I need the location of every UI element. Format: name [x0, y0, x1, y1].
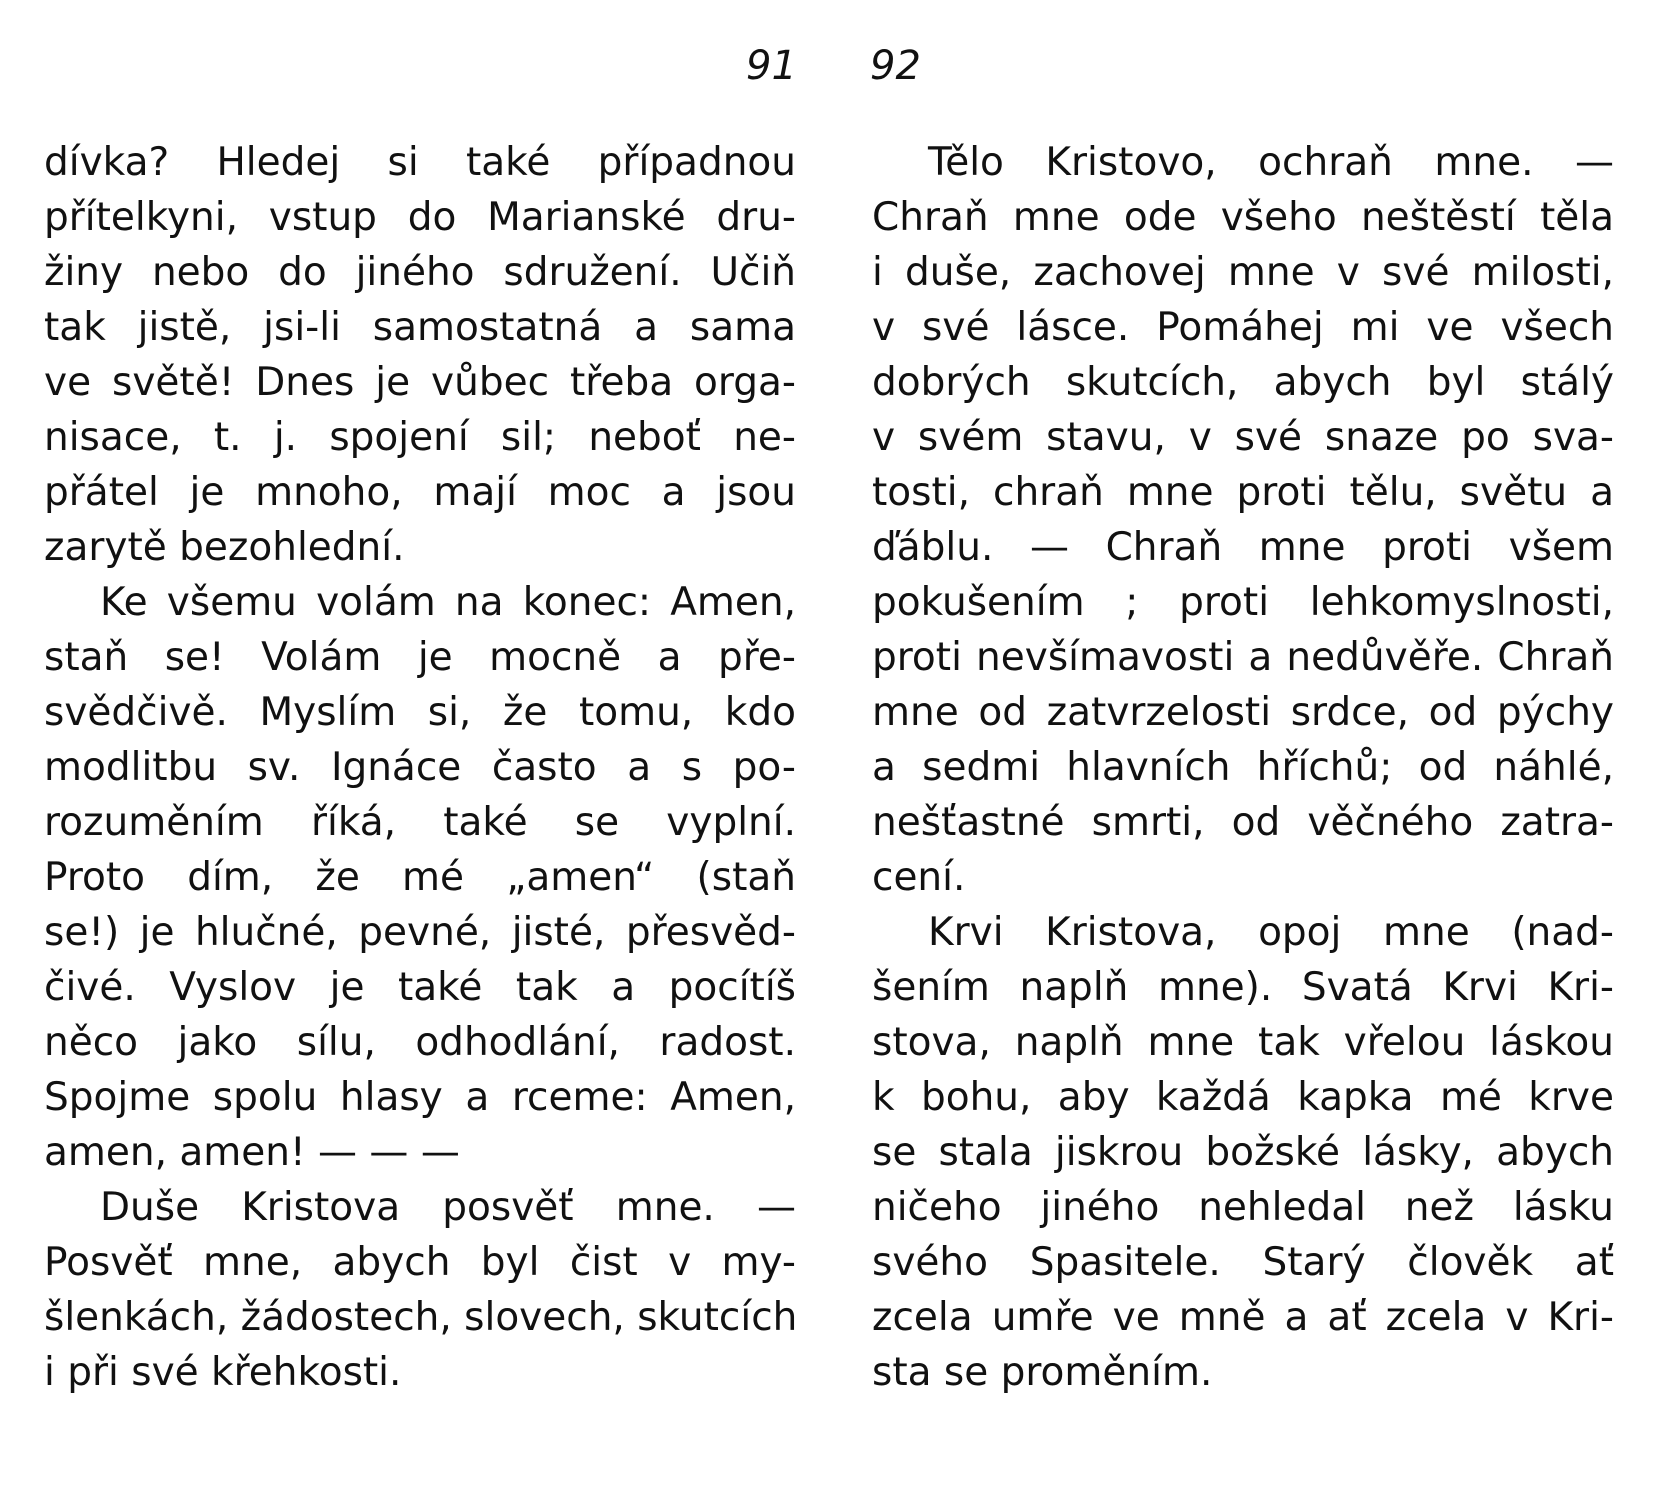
left-paragraph-3 — [44, 1180, 796, 1400]
text-line: Proto dím, že mé „amen“ (staň — [44, 855, 796, 900]
text-line: Posvěť mne, abych byl čist v my- — [44, 1240, 796, 1285]
text-line: proti nevšímavosti a nedůvěře. Chraň — [872, 635, 1614, 680]
text-line: modlitbu sv. Ignáce často a s po- — [44, 745, 796, 790]
text-line: šením naplň mne). Svatá Krvi Kri- — [872, 965, 1614, 1010]
text-line: stova, naplň mne tak vřelou láskou — [872, 1020, 1614, 1065]
text-line: sta se proměním. — [872, 1350, 1213, 1395]
text-line: amen, amen! — — — — [44, 1130, 460, 1175]
text-line: šlenkách, žádostech, slovech, skutcích — [44, 1295, 798, 1340]
text-line: se stala jiskrou božské lásky, abych — [872, 1130, 1614, 1175]
text-line: a sedmi hlavních hříchů; od náhlé, — [872, 745, 1614, 790]
text-line: cení. — [872, 855, 966, 900]
right-column — [872, 135, 1614, 1400]
page-number-left: 91 — [746, 43, 797, 89]
text-line: nešťastné smrti, od věčného zatra- — [872, 800, 1614, 845]
text-line: Spojme spolu hlasy a rceme: Amen, — [44, 1075, 796, 1120]
text-line: tosti, chraň mne proti tělu, světu a — [872, 470, 1614, 515]
text-line: pokušením ; proti lehkomyslnosti, — [872, 580, 1614, 625]
left-paragraph-2 — [44, 575, 796, 1180]
text-line: se!) je hlučné, pevné, jisté, přesvěd- — [44, 910, 796, 955]
text-line: ďáblu. — Chraň mne proti všem — [872, 525, 1614, 570]
text-line: k bohu, aby každá kapka mé krve — [872, 1075, 1614, 1120]
text-line: ve světě! Dnes je vůbec třeba orga- — [44, 360, 796, 405]
text-line: Chraň mne ode všeho neštěstí těla — [872, 195, 1614, 240]
text-line: i duše, zachovej mne v své milosti, — [872, 250, 1614, 295]
text-line: ničeho jiného nehledal než lásku — [872, 1185, 1614, 1230]
text-line: Duše Kristova posvěť mne. — — [100, 1185, 796, 1230]
text-line: přítelkyni, vstup do Marianské dru- — [44, 195, 796, 240]
text-line: Ke všemu volám na konec: Amen, — [100, 580, 796, 625]
page-number-right: 92 — [870, 43, 921, 89]
text-line: zarytě bezohlední. — [44, 525, 405, 570]
left-column — [44, 135, 796, 1400]
text-line: Krvi Kristova, opoj mne (nad- — [928, 910, 1614, 955]
right-paragraph-1 — [872, 135, 1614, 905]
text-line: v své lásce. Pomáhej mi ve všech — [872, 305, 1614, 350]
text-line: Tělo Kristovo, ochraň mne. — — [928, 140, 1614, 185]
text-line: dobrých skutcích, abych byl stálý — [872, 360, 1614, 405]
text-line: svého Spasitele. Starý člověk ať — [872, 1240, 1614, 1285]
text-line: svědčivě. Myslím si, že tomu, kdo — [44, 690, 796, 735]
right-paragraph-2 — [872, 905, 1614, 1400]
text-line: žiny nebo do jiného sdružení. Učiň — [44, 250, 796, 295]
text-line: i při své křehkosti. — [44, 1350, 402, 1395]
text-line: rozuměním říká, také se vyplní. — [44, 800, 796, 845]
text-line: přátel je mnoho, mají moc a jsou — [44, 470, 796, 515]
left-paragraph-1 — [44, 135, 796, 575]
text-line: dívka? Hledej si také případnou — [44, 140, 796, 185]
text-line: čivé. Vyslov je také tak a pocítíš — [44, 965, 796, 1010]
text-line: staň se! Volám je mocně a pře- — [44, 635, 796, 680]
text-line: zcela umře ve mně a ať zcela v Kri- — [872, 1295, 1614, 1340]
text-line: nisace, t. j. spojení sil; neboť ne- — [44, 415, 796, 460]
text-line: mne od zatvrzelosti srdce, od pýchy — [872, 690, 1614, 735]
text-line: v svém stavu, v své snaze po sva- — [872, 415, 1614, 460]
text-line: něco jako sílu, odhodlání, radost. — [44, 1020, 796, 1065]
text-line: tak jistě, jsi-li samostatná a sama — [44, 305, 796, 350]
